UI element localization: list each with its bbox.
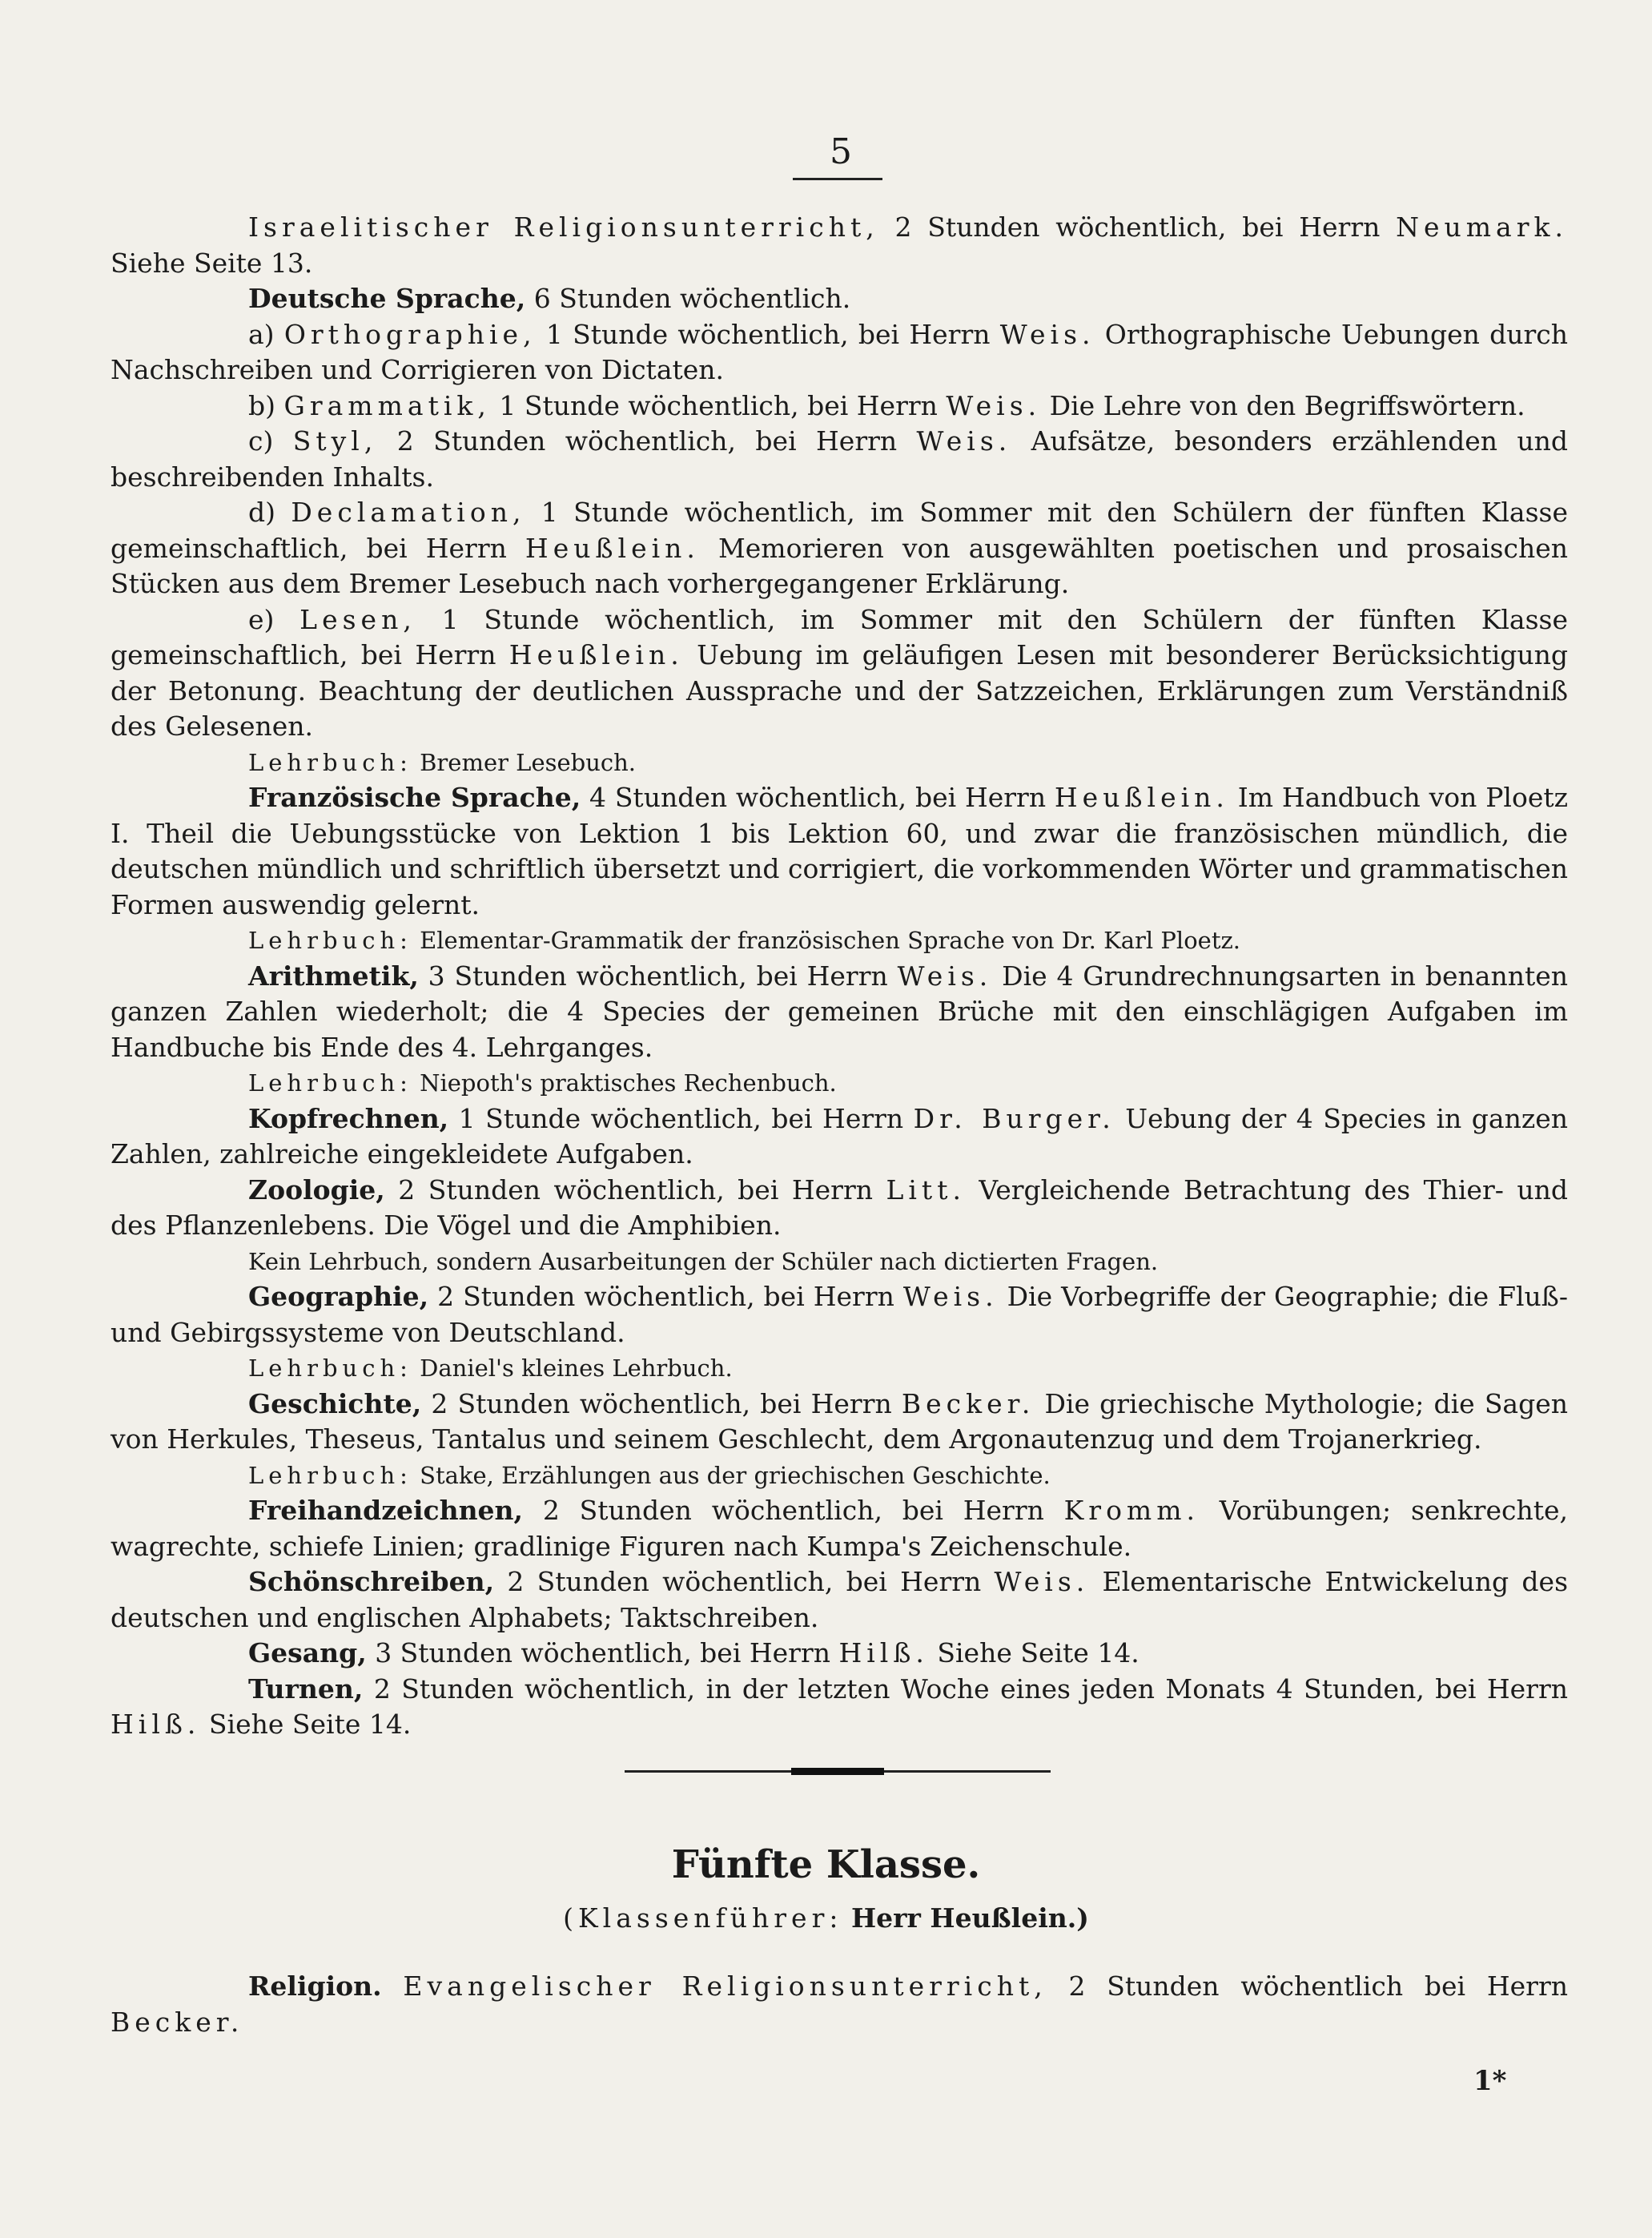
spaced-term: Dr. Burger.	[913, 1102, 1115, 1134]
spaced-term: Hilß.	[838, 1637, 929, 1668]
subject-title: Geschichte,	[248, 1387, 422, 1419]
text-run: 2 Stunden wöchentlich, bei Herrn	[523, 1495, 1064, 1526]
text-run	[382, 1970, 404, 2002]
text-run: Vorübungen; senkrechte, wagrechte, schiefe Linien; gradlinige Figuren nach Kumpa's Zeichenschule.	[111, 1495, 1568, 1562]
text-run: Niepoth's praktisches Rechenbuch.	[412, 1069, 837, 1097]
text-run: 2 Stunden wöchentlich, bei Herrn	[494, 1566, 995, 1597]
text-run: Die 4 Grundrechnungsarten in benannten ganzen Zahlen wiederholt; die 4 Species der gemeinen Brüche mit den einschlägigen Aufgaben im Handbuche bis Ende des 4. Lehrganges.	[111, 960, 1569, 1063]
text-run: c)	[248, 425, 293, 457]
section-heading: Fünfte Klasse.	[671, 1842, 981, 1887]
text-run: Die Vorbegriffe der Geographie; die Fluß- und Gebirgssysteme von Deutschland.	[111, 1281, 1568, 1348]
signature-mark: 1*	[1473, 2065, 1507, 2097]
paragraph	[111, 317, 1568, 388]
paragraph	[111, 1101, 1568, 1173]
text-run: Siehe Seite 14.	[928, 1637, 1140, 1668]
text-run: Orthographische Uebungen durch Nachschreiben und Corrigieren von Dictaten.	[111, 318, 1569, 385]
page-number: 5	[830, 131, 852, 172]
paragraph	[111, 424, 1568, 495]
paragraph	[111, 602, 1568, 745]
spaced-term: Declamation,	[291, 497, 526, 528]
section-divider-ornament	[791, 1768, 884, 1775]
spaced-term: Israelitischer Religionsunterricht,	[248, 211, 879, 243]
spaced-term: Weis.	[902, 1281, 999, 1312]
subject-title: Zoologie,	[248, 1173, 385, 1206]
text-run: Elementarische Entwickelung des deutschen und englischen Alphabets; Taktschreiben.	[111, 1566, 1568, 1633]
text-run: Kein Lehrbuch, sondern Ausarbeitungen der Schüler nach dictierten Fragen.	[248, 1247, 1159, 1275]
paragraph	[111, 210, 1568, 281]
spaced-term: Lehrbuch:	[248, 1461, 412, 1489]
spaced-term: Becker.	[111, 2006, 244, 2038]
text-run: 2 Stunden wöchentlich, bei Herrn	[421, 1387, 902, 1419]
text-run: 1 Stunde wöchentlich, bei Herrn	[536, 318, 1000, 350]
subheading-label: (Klassenführer:	[563, 1902, 843, 1934]
text-run: Die Lehre von den Begriffswörtern.	[1041, 389, 1525, 421]
textbook-note	[111, 1458, 1568, 1494]
text-run: 2 Stunden wöchentlich, bei Herrn	[384, 1173, 886, 1206]
text-run: Aufsätze, besonders erzählenden und beschreibenden Inhalts.	[111, 425, 1569, 493]
paragraph	[111, 1636, 1568, 1672]
text-run: 2 Stunden wöchentlich, bei Herrn	[377, 425, 917, 457]
spaced-term: Becker.	[901, 1387, 1035, 1419]
text-run: 1 Stunde wöchentlich, im Sommer mit den Schülern der fünften Klasse gemeinschaftlich, bei Herrn	[111, 603, 1568, 670]
subject-title: Arithmetik,	[248, 960, 419, 992]
text-run: Die griechische Mythologie; die Sagen von Herkules, Theseus, Tantalus und seinem Geschlecht, dem Argonautenzug und dem Trojanerkrieg.	[111, 1387, 1569, 1455]
paragraph	[111, 780, 1568, 923]
text-run: 2 Stunden wöchentlich bei Herrn	[1047, 1970, 1568, 2002]
spaced-term: Neumark.	[1396, 211, 1568, 243]
paragraph	[111, 388, 1568, 425]
text-run: 2 Stunden wöchentlich, in der letzten Woche eines jeden Monats 4 Stunden, bei Herrn	[363, 1672, 1568, 1705]
paragraph	[111, 1387, 1568, 1458]
spaced-term: Grammatik,	[283, 389, 491, 421]
spaced-term: Lesen,	[299, 603, 416, 635]
spaced-term: Kromm.	[1063, 1495, 1200, 1526]
textbook-note	[111, 1244, 1568, 1280]
spaced-term: Heußlein.	[508, 639, 684, 670]
spaced-term: Heußlein.	[1054, 782, 1229, 813]
subject-title: Kopfrechnen,	[248, 1102, 449, 1134]
textbook-note	[111, 923, 1568, 959]
text-run: 3 Stunden wöchentlich, bei Herrn	[418, 960, 898, 992]
paragraph	[111, 1969, 1568, 2040]
paragraph	[111, 959, 1568, 1066]
text-run: 1 Stunde wöchentlich, bei Herrn	[448, 1102, 914, 1134]
spaced-term: Weis.	[994, 1566, 1090, 1597]
text-run: Stake, Erzählungen aus der griechischen Geschichte.	[412, 1461, 1051, 1489]
paragraph	[111, 1173, 1568, 1244]
spaced-term: Weis.	[897, 960, 993, 992]
subject-title: Turnen,	[248, 1672, 364, 1705]
text-run: Memorieren von ausgewählten poetischen und prosaischen Stücken aus dem Bremer Lesebuch nach vorhergegangener Erklärung.	[111, 532, 1568, 599]
text-run: Vergleichende Betrachtung des Thier- und des Pflanzenlebens. Die Vögel und die Amphibien.	[111, 1173, 1568, 1241]
subject-title: Religion.	[248, 1970, 382, 2002]
textbook-note	[111, 745, 1568, 781]
text-run: d)	[248, 497, 291, 528]
spaced-term: Styl,	[292, 425, 378, 457]
paragraph	[111, 495, 1568, 602]
textbook-note	[111, 1065, 1568, 1101]
spaced-term: Lehrbuch:	[248, 1354, 412, 1382]
text-run: b)	[248, 389, 284, 421]
spaced-term: Evangelischer Religionsunterricht,	[403, 1970, 1047, 2002]
spaced-term: Heußlein.	[525, 532, 700, 564]
spaced-term: Litt.	[886, 1173, 966, 1206]
text-run: Elementar-Grammatik der französischen Sprache von Dr. Karl Ploetz.	[412, 927, 1240, 954]
text-run: 2 Stunden wöchentlich, bei Herrn	[878, 211, 1397, 243]
text-run: 4 Stunden wöchentlich, bei Herrn	[581, 782, 1055, 813]
text-run: Siehe Seite 13.	[111, 247, 313, 279]
text-run: Uebung im geläufigen Lesen mit besonderer Berücksichtigung der Betonung. Beachtung der deutlichen Aussprache und der Satzzeichen, Erklärungen zum Verständniß des Gelesenen.	[111, 639, 1568, 742]
section-subheading	[0, 1900, 1652, 1937]
text-run: 1 Stunde wöchentlich, bei Herrn	[490, 389, 947, 421]
paragraph	[111, 1493, 1568, 1564]
text-run: Siehe Seite 14.	[200, 1709, 412, 1740]
text-run: Im Handbuch von Ploetz I. Theil die Uebungsstücke von Lektion 1 bis Lektion 60, und zwar die französischen mündlich, die deutschen mündlich und schriftlich übersetzt und corrigiert, die vorkommenden Wörter und grammatischen Formen auswendig gelernt.	[111, 782, 1568, 920]
body-text	[111, 210, 1568, 1743]
text-run: Uebung der 4 Species in ganzen Zahlen, zahlreiche eingekleidete Aufgaben.	[111, 1102, 1568, 1169]
text-run: 6 Stunden wöchentlich.	[525, 283, 851, 314]
subject-title: Deutsche Sprache,	[248, 283, 526, 314]
spaced-term: Weis.	[916, 425, 1012, 457]
spaced-term: Lehrbuch:	[248, 927, 412, 954]
spaced-term: Hilß.	[111, 1709, 201, 1740]
subject-title: Schönschreiben,	[248, 1566, 495, 1597]
text-run: Bremer Lesebuch.	[412, 748, 637, 776]
spaced-term: Orthographie,	[283, 318, 537, 350]
spaced-term: Weis.	[999, 318, 1095, 350]
text-run: 2 Stunden wöchentlich, bei Herrn	[428, 1281, 903, 1312]
text-run: a)	[248, 318, 284, 350]
page-number-underline	[793, 178, 882, 180]
section-body-text	[111, 1969, 1568, 2040]
paragraph	[111, 1279, 1568, 1350]
text-run: 1 Stunde wöchentlich, im Sommer mit den Schülern der fünften Klasse gemeinschaftlich, bei Herrn	[111, 497, 1568, 564]
subject-title: Freihandzeichnen,	[248, 1495, 524, 1526]
spaced-term: Weis.	[946, 389, 1042, 421]
subject-title: Französische Sprache,	[248, 782, 581, 813]
text-run: Daniel's kleines Lehrbuch.	[412, 1354, 733, 1382]
text-run: 3 Stunden wöchentlich, bei Herrn	[366, 1637, 839, 1668]
spaced-term: Lehrbuch:	[248, 748, 412, 776]
subheading-teacher: Herr Heußlein.)	[850, 1902, 1089, 1934]
subject-title: Geographie,	[248, 1281, 429, 1312]
paragraph	[111, 281, 1568, 317]
subject-title: Gesang,	[248, 1637, 367, 1668]
paragraph	[111, 1672, 1568, 1743]
textbook-note	[111, 1350, 1568, 1387]
spaced-term: Lehrbuch:	[248, 1069, 412, 1097]
text-run: e)	[248, 603, 300, 635]
paragraph	[111, 1564, 1568, 1636]
